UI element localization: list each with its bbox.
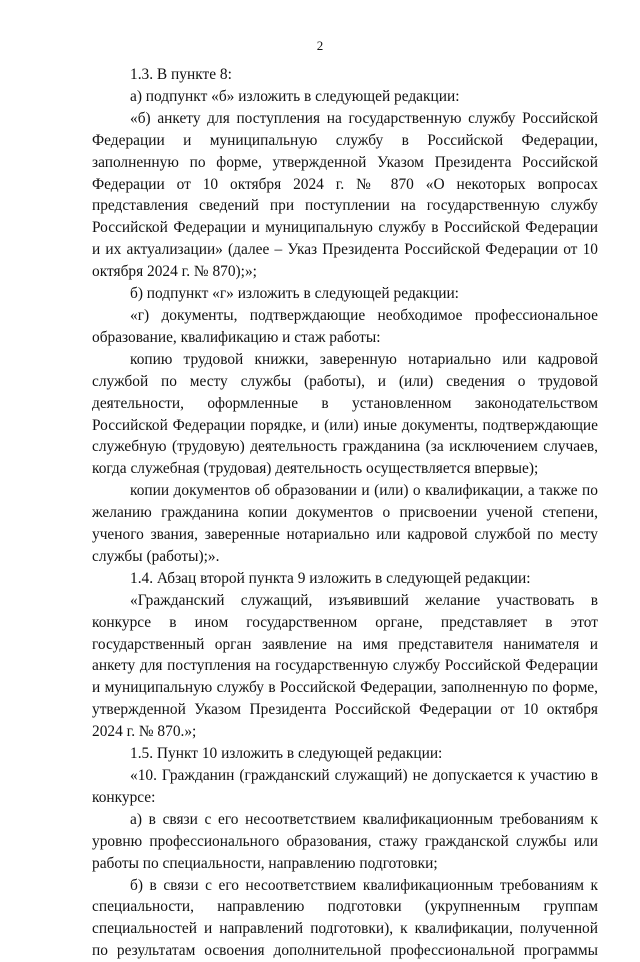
paragraph-subitem-b-text: «б) анкету для поступления на государственную службу Российской Федерации и муниципальную службу в Российской Федерации, заполненную по форме, утвержденной Указом Президента Российской Федерации от 10 октября 2024 г. № 870 «О некоторых вопросах представления сведений при поступлении на государственную службу Российской Федерации и муниципальную службу в Российской Федерации и их актуализации» (далее – Указ Президента Российской Федерации от 10 октября 2024 г. № 870);»; xyxy=(92,109,598,281)
paragraph-civil-servant: «Гражданский служащий, изъявивший желание участвовать в конкурсе в ином государственном органе, представляет в этот государственный орган заявление на имя представителя нанимателя и анкету для поступления на государственную службу Российской Федерации и муниципальную службу в Российской Федерации, заполненную по форме, утвержденной Указом Президента Российской Федерации от 10 октября 2024 г. № 870.»; xyxy=(92,591,598,741)
paragraph-point-10: «10. Гражданин (гражданский служащий) не допускается к участию в конкурсе: xyxy=(92,767,598,806)
paragraph-subitem-g-text: «г) документы, подтверждающие необходимое профессиональное образование, квалификацию и стаж работы: xyxy=(92,306,598,346)
paragraph-education-copies: копии документов об образовании и (или) о квалификации, а также по желанию гражданина копии документов о присвоении ученой степени, ученого звания, заверенные нотариально или кадровой службой по месту службы (работы);». xyxy=(92,482,598,565)
page-number: 2 xyxy=(316,38,324,53)
paragraph-subitem-b-intro: б) подпункт «г» изложить в следующей редакции: xyxy=(130,285,459,303)
paragraph-1-3-heading: 1.3. В пункте 8: xyxy=(130,66,232,83)
document-body xyxy=(92,64,598,962)
paragraph-1-4-heading: 1.4. Абзац второй пункта 9 изложить в следующей редакции: xyxy=(130,569,531,587)
paragraph-subitem-a-intro: а) подпункт «б» изложить в следующей редакции: xyxy=(130,87,460,105)
paragraph-1-5-heading: 1.5. Пункт 10 изложить в следующей редакции: xyxy=(130,745,443,763)
paragraph-labor-book: копию трудовой книжки, заверенную нотариально или кадровой службой по месту службы (работы), и (или) сведения о трудовой деятельности, оформленные в установленном законодательством Российской Федерации порядке, и (или) иные документы, подтверждающие служебную (трудовую) деятельность гражданина (за исключением случаев, когда служебная (трудовая) деятельность осуществляется впервые); xyxy=(92,350,598,478)
paragraph-point-10-b: б) в связи с его несоответствием квалификационным требованиям к специальности, направлению подготовки (укрупненным группам специальностей и направлений подготовки), к квалификации, полученной по результатам освоения дополнительной профессиональной программы xyxy=(92,876,598,960)
paragraph-point-10-a: а) в связи с его несоответствием квалификационным требованиям к уровню профессионального образования, стажу гражданской службы или работы по специальности, направлению подготовки; xyxy=(92,810,598,872)
